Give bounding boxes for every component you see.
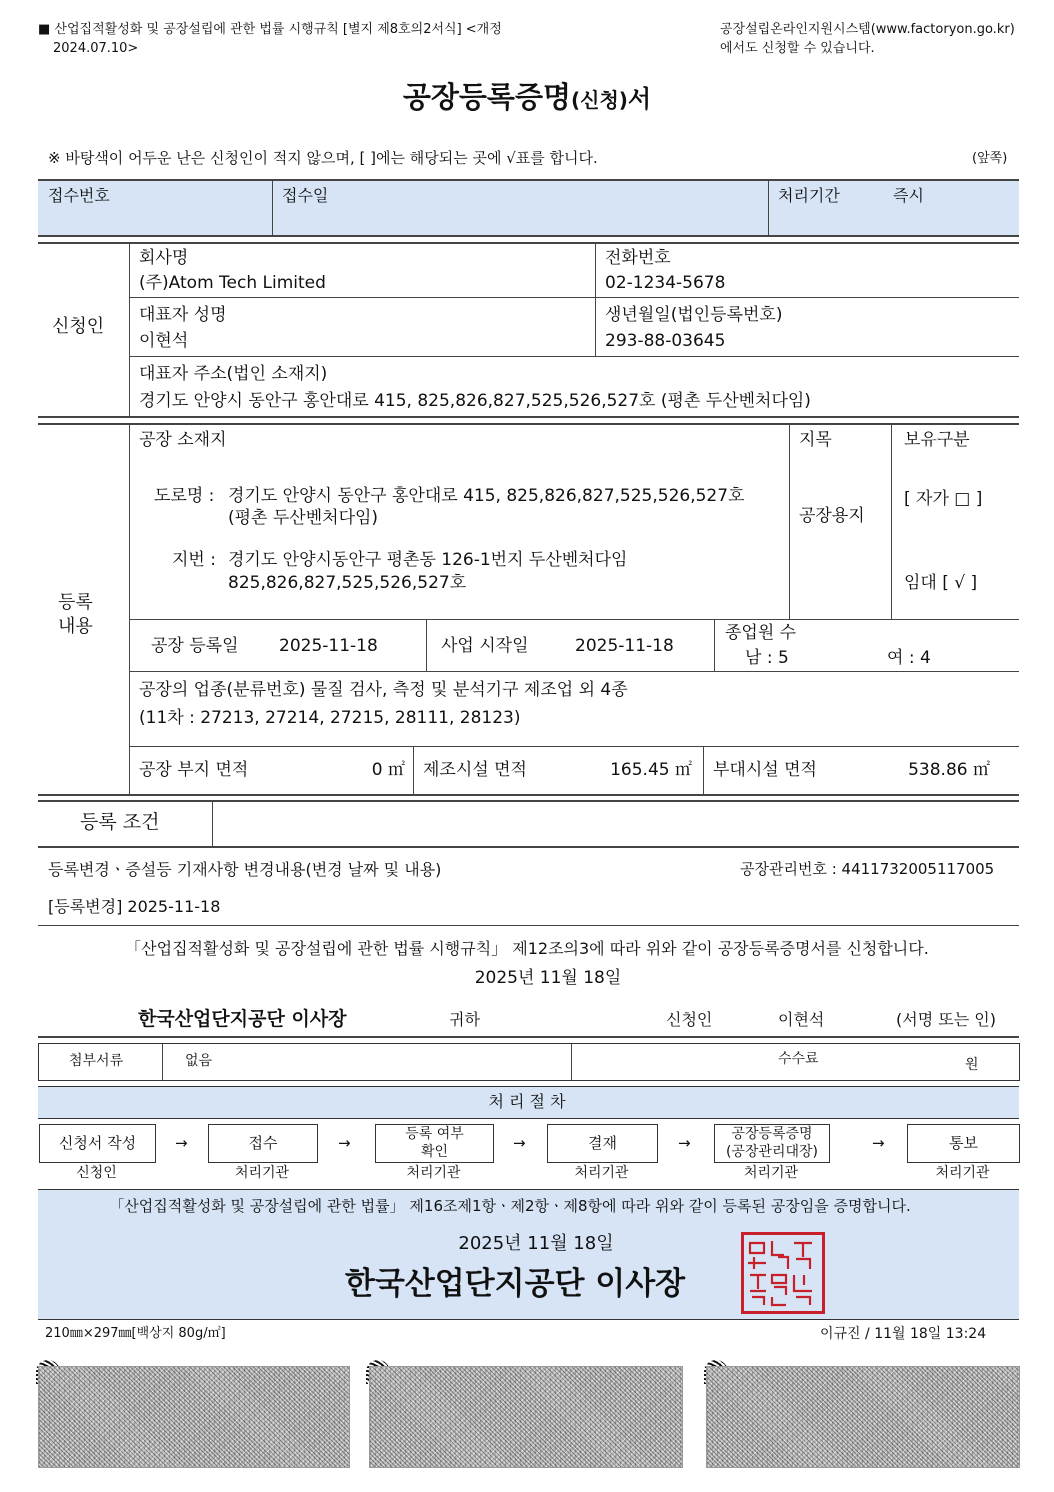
road-address-label: 도로명 : xyxy=(154,486,215,506)
representative-value: 이현석 xyxy=(139,331,189,351)
change-history-entry: [등록변경] 2025-11-18 xyxy=(48,897,221,916)
processing-period-value: 즉시 xyxy=(893,186,924,205)
ownership-label: 보유구분 xyxy=(904,430,970,450)
birth-corp-number-label: 생년월일(법인등록번호) xyxy=(605,305,783,325)
recipient-honorific: 귀하 xyxy=(449,1010,480,1029)
receipt-row xyxy=(38,180,1019,235)
procedure-actor-1: 신청인 xyxy=(76,1165,117,1181)
factory-location-label: 공장 소재지 xyxy=(139,430,227,450)
company-name-label: 회사명 xyxy=(139,248,189,268)
lot-address-value-1: 경기도 안양시동안구 평촌동 126-1번지 두산벤처다임 xyxy=(228,550,628,570)
auxiliary-area-label: 부대시설 면적 xyxy=(713,760,817,780)
procedure-actor-6: 처리기관 xyxy=(935,1165,990,1181)
auxiliary-area-value: 538.86 ㎡ xyxy=(908,760,990,780)
issued-by-timestamp: 이규진 / 11월 18일 13:24 xyxy=(820,1326,987,1342)
receipt-number-label: 접수번호 xyxy=(48,186,110,205)
land-category-value: 공장용지 xyxy=(799,506,865,526)
official-seal-icon xyxy=(741,1232,825,1314)
procedure-step-application: 신청서 작성 xyxy=(39,1124,156,1163)
lot-address-label: 지번 : xyxy=(172,550,216,570)
change-history-label: 등록변경ㆍ증설등 기재사항 변경내용(변경 날짜 및 내용) xyxy=(48,860,442,879)
procedure-step-verification: 등록 여부 확인 xyxy=(375,1124,494,1163)
procedure-step-receipt: 접수 xyxy=(208,1124,318,1163)
registration-section-label-1: 등록 xyxy=(58,592,93,613)
address-label: 대표자 주소(법인 소재지) xyxy=(139,364,328,384)
business-start-label: 사업 시작일 xyxy=(441,636,529,656)
security-pattern-1 xyxy=(38,1366,350,1468)
manufacturing-area-value: 165.45 ㎡ xyxy=(610,760,692,780)
certification-issuer: 한국산업단지공단 이사장 xyxy=(344,1266,686,1302)
representative-label: 대표자 성명 xyxy=(139,305,227,325)
registration-date-value: 2025-11-18 xyxy=(279,636,378,656)
site-area-label: 공장 부지 면적 xyxy=(139,760,249,780)
road-address-value-2: (평촌 두산벤처다임) xyxy=(228,508,379,528)
procedure-arrow-4: → xyxy=(678,1134,691,1152)
registration-condition-label: 등록 조건 xyxy=(80,811,160,833)
procedure-arrow-1: → xyxy=(175,1134,188,1152)
procedure-step-notification: 통보 xyxy=(907,1124,1020,1163)
attachments-label: 첨부서류 xyxy=(69,1053,124,1069)
page-side-label: (앞쪽) xyxy=(972,151,1008,166)
processing-period-label: 처리기간 xyxy=(778,186,840,205)
registration-date-label: 공장 등록일 xyxy=(151,636,239,656)
manufacturing-area-label: 제조시설 면적 xyxy=(423,760,527,780)
industry-line-2: (11차 : 27213, 27214, 27215, 28111, 28123) xyxy=(139,708,521,728)
site-area-value: 0 ㎡ xyxy=(371,760,405,780)
industry-line-1: 공장의 업종(분류번호) 물질 검사, 측정 및 분석기구 제조업 외 4종 xyxy=(139,680,628,700)
online-system-line1: 공장설립온라인지원시스템(www.factoryon.go.kr) xyxy=(720,22,1015,37)
business-start-value: 2025-11-18 xyxy=(575,636,674,656)
procedure-title: 처 리 절 차 xyxy=(488,1092,566,1111)
land-category-label: 지목 xyxy=(799,430,832,450)
lot-address-value-2: 825,826,827,525,526,527호 xyxy=(228,573,467,593)
instruction-note: ※ 바탕색이 어두운 난은 신청인이 적지 않으며, [ ]에는 해당되는 곳에 √표를 합니다. xyxy=(48,149,598,167)
procedure-step-certificate: 공장등록증명 (공장관리대장) xyxy=(714,1124,830,1163)
attachments-value: 없음 xyxy=(185,1053,213,1069)
phone-label: 전화번호 xyxy=(605,248,671,268)
phone-value: 02-1234-5678 xyxy=(605,273,726,293)
applicant-sign-label: 신청인 xyxy=(666,1010,713,1029)
law-reference-line2: 2024.07.10> xyxy=(53,41,139,56)
procedure-actor-2: 처리기관 xyxy=(234,1165,290,1181)
signature-placeholder: (서명 또는 인) xyxy=(896,1010,996,1029)
address-value: 경기도 안양시 동안구 홍안대로 415, 825,826,827,525,526,527호 (평촌 두산벤처다임) xyxy=(139,391,811,411)
application-statement: 「산업집적활성화 및 공장설립에 관한 법률 시행규칙」 제12조의3에 따라 위와 같이 공장등록증명서를 신청합니다. xyxy=(125,939,929,958)
paper-spec: 210㎜×297㎜[백상지 80g/㎡] xyxy=(45,1326,226,1341)
road-address-value-1: 경기도 안양시 동안구 홍안대로 415, 825,826,827,525,526,527호 xyxy=(228,486,745,506)
employee-female-count: 여 : 4 xyxy=(887,648,931,668)
fee-unit: 원 xyxy=(965,1057,979,1073)
recipient-name: 한국산업단지공단 이사장 xyxy=(138,1008,347,1030)
security-pattern-2 xyxy=(369,1366,683,1468)
applicant-section-label: 신청인 xyxy=(52,316,105,337)
ownership-owned-checkbox[interactable]: [ 자가 □ ] xyxy=(904,489,983,509)
procedure-actor-4: 처리기관 xyxy=(574,1165,629,1181)
birth-corp-number-value: 293-88-03645 xyxy=(605,331,726,351)
employee-male-count: 남 : 5 xyxy=(745,648,789,668)
fee-label: 수수료 xyxy=(778,1051,819,1067)
applicant-sign-name: 이현석 xyxy=(778,1010,825,1029)
online-system-line2: 에서도 신청할 수 있습니다. xyxy=(720,41,875,56)
document-title: 공장등록증명(신청)서 xyxy=(402,80,652,114)
receipt-date-label: 접수일 xyxy=(282,186,329,205)
procedure-step-approval: 결재 xyxy=(547,1124,658,1163)
factory-management-number: 공장관리번호 : 4411732005117005 xyxy=(740,860,995,878)
procedure-arrow-2: → xyxy=(338,1134,351,1152)
certification-date: 2025년 11월 18일 xyxy=(458,1233,614,1254)
certification-statement: 「산업집적활성화 및 공장설립에 관한 법률」 제16조제1항ㆍ제2항ㆍ제8항에 따라 위와 같이 등록된 공장임을 증명합니다. xyxy=(109,1197,911,1215)
procedure-arrow-3: → xyxy=(513,1134,526,1152)
ownership-lease-checkbox[interactable]: 임대 [ √ ] xyxy=(904,573,978,593)
company-name-value: (주)Atom Tech Limited xyxy=(139,273,326,293)
procedure-actor-3: 처리기관 xyxy=(406,1165,461,1181)
registration-section-label-2: 내용 xyxy=(58,616,93,637)
law-reference-line1: ■ 산업집적활성화 및 공장설립에 관한 법률 시행규칙 [별지 제8호의2서식] <개정 xyxy=(38,22,502,37)
procedure-arrow-5: → xyxy=(872,1134,885,1152)
security-pattern-3 xyxy=(706,1366,1020,1468)
employee-count-label: 종업원 수 xyxy=(725,623,797,643)
procedure-actor-5: 처리기관 xyxy=(743,1165,799,1181)
application-date: 2025년 11월 18일 xyxy=(474,968,622,988)
